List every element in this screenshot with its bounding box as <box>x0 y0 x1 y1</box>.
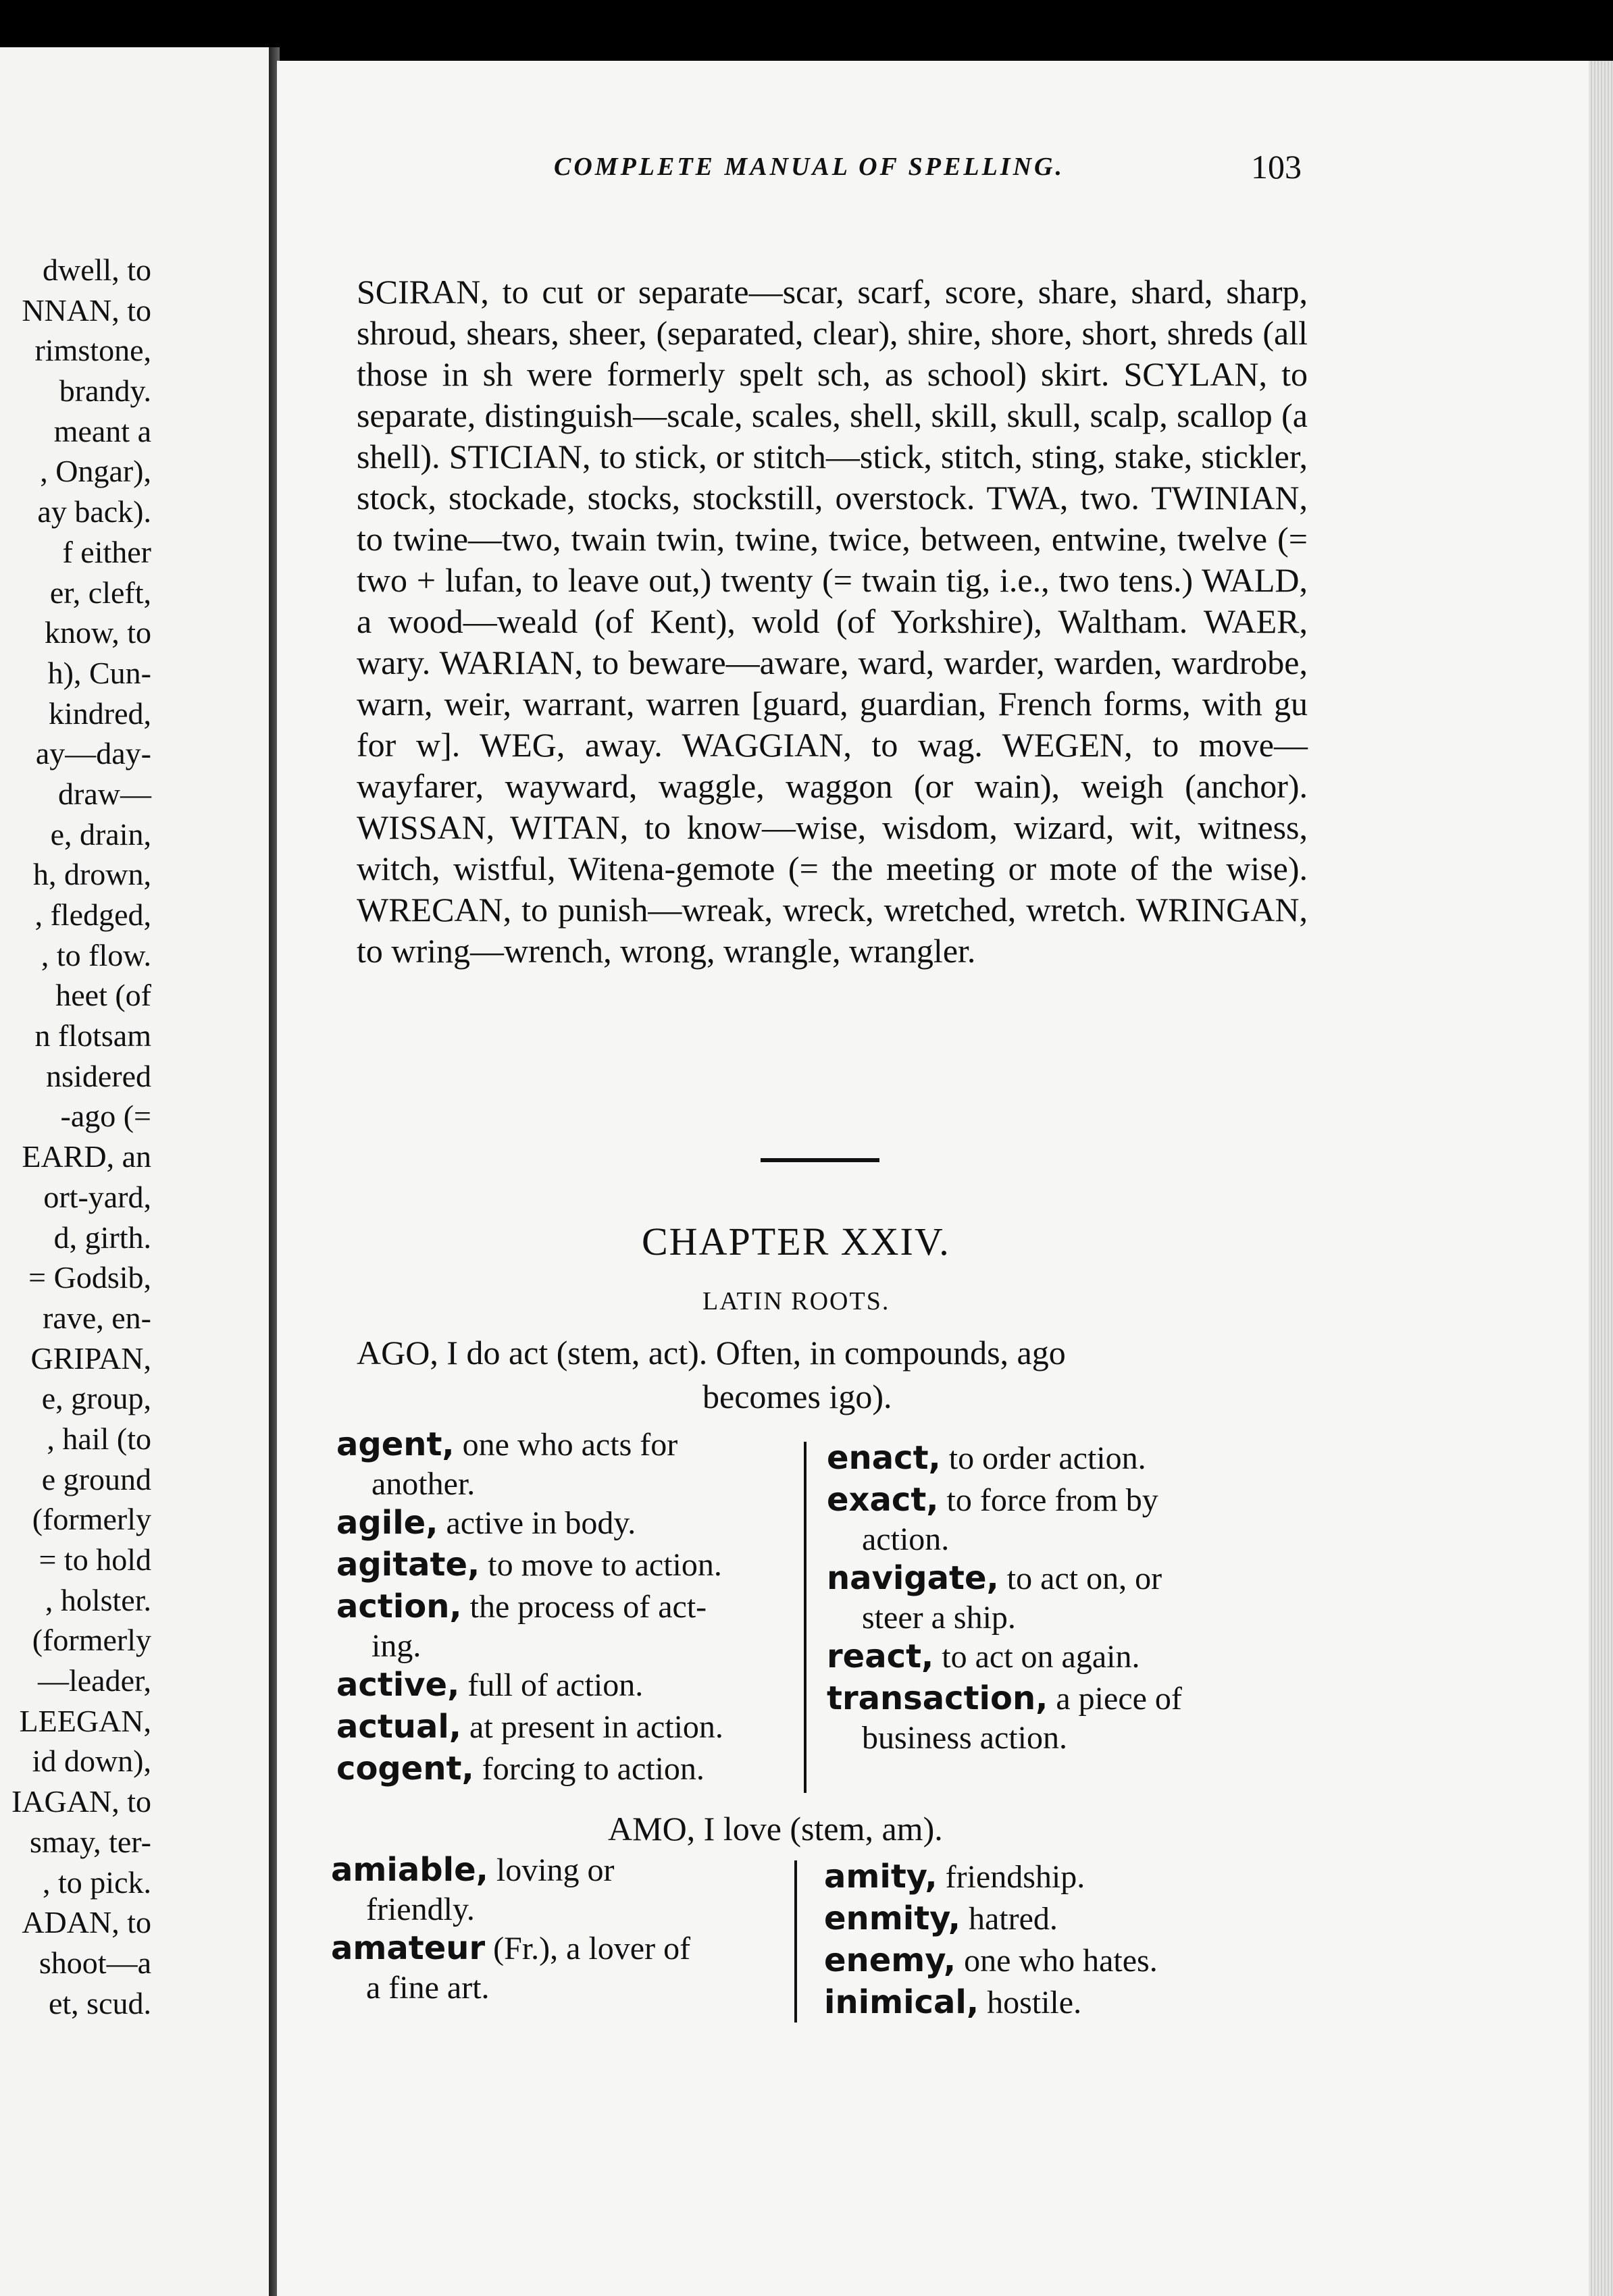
left-page-line: , to pick. <box>43 1864 151 1900</box>
column-divider <box>794 1860 797 2023</box>
entry-definition: loving or <box>488 1852 615 1888</box>
entry-definition: one who hates. <box>956 1943 1158 1979</box>
left-page-line: IAGAN, to <box>11 1784 151 1819</box>
entry-headword: transaction, <box>827 1679 1048 1717</box>
left-page-line: e, drain, <box>50 816 151 852</box>
left-page-line: ay—day- <box>35 736 151 771</box>
left-page-line: , Ongar), <box>40 454 151 489</box>
entry-headword: active, <box>336 1666 460 1704</box>
left-page-line: rave, en- <box>43 1300 151 1335</box>
section-rule <box>761 1158 879 1162</box>
entry <box>827 1480 1286 1559</box>
left-page-line: dwell, to <box>43 253 151 287</box>
left-page-line: NNAN, to <box>22 292 151 328</box>
left-page-line: = to hold <box>39 1542 151 1577</box>
entry-definition: to force from by <box>938 1482 1158 1518</box>
entry-continuation: ing. <box>372 1628 421 1664</box>
entry-headword: navigate, <box>827 1559 999 1597</box>
entry-headword: enact, <box>827 1439 941 1477</box>
entry-headword: amity, <box>824 1858 938 1896</box>
entry-headword: agile, <box>336 1504 438 1542</box>
left-page-line: , holster. <box>45 1582 151 1617</box>
entry-headword: agitate, <box>336 1546 480 1584</box>
left-page-line: shoot—a <box>39 1945 151 1980</box>
entry-definition: to order action. <box>940 1440 1146 1476</box>
left-page-line: know, to <box>44 615 151 650</box>
left-page-line: draw— <box>58 776 151 811</box>
body-paragraph: SCIRAN, to cut or separate—scar, scarf, score, share, shard, sharp, shroud, shears, sheer, (separated, clear), shire, shore, short, shreds (all those in sh were formerly spelt sch, as school) skirt. SCYLAN, to separate, distinguish—scale, scales, shell, skill, skull, scalp, scallop (a shell). STICIAN, to stick, or stitch—stick, stitch, sting, stake, stickler, stock, stockade, stocks, stockstill, overstock. TWA, two. TWINIAN, to twine—two, twain twin, twine, twice, between, entwine, twelve (= two + lufan, to leave out,) twenty (= twain tig, i.e., two tens.) WALD, a wood—weald (of Kent), wold (of Yorkshire), Waltham. WAER, wary. WARIAN, to beware—aware, ward, warder, warden, wardrobe, warn, weir, warrant, warren [guard, guardian, French forms, with gu for w]. WEG, away. WAGGIAN, to wag. WEGEN, to move—wayfarer, wayward, waggle, waggon (or wain), weigh (anchor). WISSAN, WITAN, to know—wise, wisdom, wizard, wit, witness, witch, wistful, Witena-gemote (= the meeting or mote of the wise). WRECAN, to punish—wreak, wreck, wretched, wretch. WRINGAN, to wring—wrench, wrong, wrangle, wrangler. <box>357 273 1308 970</box>
entry-definition: hatred. <box>960 1901 1058 1937</box>
running-header: COMPLETE MANUAL OF SPELLING. <box>554 153 1065 181</box>
left-page-line: e, group, <box>41 1381 151 1416</box>
entry-continuation: action. <box>862 1521 950 1557</box>
entry-headword: action, <box>336 1588 462 1625</box>
left-page-line: n flotsam <box>34 1018 151 1053</box>
root-heading-amo: AMO, I love (stem, am). <box>608 1810 943 1848</box>
entry <box>824 1983 1283 2023</box>
entry <box>827 1679 1286 1758</box>
left-page-line: ADAN, to <box>22 1905 151 1940</box>
entry-definition: the process of act- <box>461 1589 707 1625</box>
entry-headword: amiable, <box>331 1851 488 1889</box>
left-page-line: h), Cun- <box>47 655 151 690</box>
entry <box>824 1899 1283 1939</box>
entry-definition: to move to action. <box>480 1547 722 1583</box>
left-page-line: rimstone, <box>34 333 151 368</box>
left-page-line: h, drown, <box>32 857 151 892</box>
left-page-text <box>11 250 151 2023</box>
left-page-line: et, scud. <box>48 1985 151 2020</box>
left-page-line: GRIPAN, <box>30 1340 151 1376</box>
entry-continuation: steer a ship. <box>862 1600 1016 1636</box>
left-page-line: , hail (to <box>47 1421 151 1456</box>
page-number: 103 <box>1251 148 1302 186</box>
entry-definition: forcing to action. <box>473 1751 705 1787</box>
left-page-line: d, girth. <box>53 1220 151 1255</box>
left-page-line: , to flow. <box>41 937 151 972</box>
page-edges <box>1589 61 1613 2296</box>
entry-definition: friendship. <box>937 1859 1085 1895</box>
entry <box>824 1857 1283 1897</box>
entry-headword: react, <box>827 1638 934 1675</box>
entry-definition: to act on, or <box>998 1561 1162 1596</box>
entry <box>336 1503 796 1543</box>
entry-definition: full of action. <box>459 1667 644 1703</box>
entry-continuation: another. <box>372 1466 476 1502</box>
entry-definition: active in body. <box>438 1505 636 1541</box>
entry-continuation: friendly. <box>366 1891 475 1927</box>
entry <box>827 1438 1286 1478</box>
entry-headword: actual, <box>336 1708 462 1746</box>
left-page-line: EARD, an <box>22 1139 151 1174</box>
left-page-line: , fledged, <box>34 897 151 932</box>
entry-definition: at present in action. <box>461 1709 723 1745</box>
entry-continuation: a fine art. <box>366 1970 490 2006</box>
left-page-line: brandy. <box>59 373 151 409</box>
entry <box>336 1665 796 1705</box>
entry <box>336 1749 796 1789</box>
left-page-line: (formerly <box>32 1623 151 1658</box>
entry <box>827 1559 1286 1638</box>
entry-headword: inimical, <box>824 1983 979 2021</box>
entry-definition: (Fr.), a lover of <box>485 1931 691 1966</box>
entry <box>336 1707 796 1747</box>
left-page-line: ort-yard, <box>43 1179 151 1214</box>
entry-definition: to act on again. <box>933 1639 1140 1675</box>
left-page-line: e ground <box>41 1461 151 1496</box>
left-page-line: = Godsib, <box>28 1260 151 1295</box>
left-page-line: f either <box>62 534 151 569</box>
left-page-line: (formerly <box>32 1502 151 1537</box>
left-page-line: LEEGAN, <box>19 1703 151 1738</box>
entry-definition: hostile. <box>979 1985 1082 2020</box>
left-page-line: smay, ter- <box>29 1824 151 1859</box>
entry-headword: enemy, <box>824 1941 956 1979</box>
left-page-line: er, cleft, <box>49 575 151 610</box>
left-page-line: nsidered <box>46 1058 151 1093</box>
entry-headword: enmity, <box>824 1900 961 1937</box>
entry-headword: cogent, <box>336 1750 474 1788</box>
entry-definition: a piece of <box>1048 1681 1182 1717</box>
entry-headword: exact, <box>827 1481 939 1519</box>
entry-definition: one who acts for <box>454 1427 678 1463</box>
entry <box>336 1587 796 1666</box>
left-page-line: heet (of <box>55 978 151 1013</box>
entry <box>824 1941 1283 1981</box>
column-divider <box>804 1442 806 1793</box>
entry-headword: amateur <box>331 1929 486 1967</box>
left-page-line: id down), <box>32 1744 151 1779</box>
entry <box>336 1425 796 1504</box>
root-heading-ago: AGO, I do act (stem, act). Often, in compounds, ago <box>357 1334 1066 1372</box>
root-heading-ago-cont: becomes igo). <box>702 1378 892 1415</box>
left-page-line: -ago (= <box>60 1099 151 1134</box>
left-page-line: kindred, <box>48 696 151 731</box>
left-page-line: —leader, <box>37 1663 151 1698</box>
entry <box>331 1929 790 2008</box>
left-page <box>0 47 270 2296</box>
entry <box>331 1850 790 1929</box>
entry-headword: agent, <box>336 1426 455 1463</box>
chapter-subtitle: LATIN ROOTS. <box>702 1287 890 1315</box>
entry-continuation: business action. <box>862 1720 1067 1756</box>
entry <box>336 1545 796 1585</box>
left-page-line: meant a <box>53 413 151 448</box>
entry <box>827 1637 1286 1677</box>
left-page-line: ay back). <box>37 494 151 529</box>
chapter-title: CHAPTER XXIV. <box>642 1220 950 1263</box>
